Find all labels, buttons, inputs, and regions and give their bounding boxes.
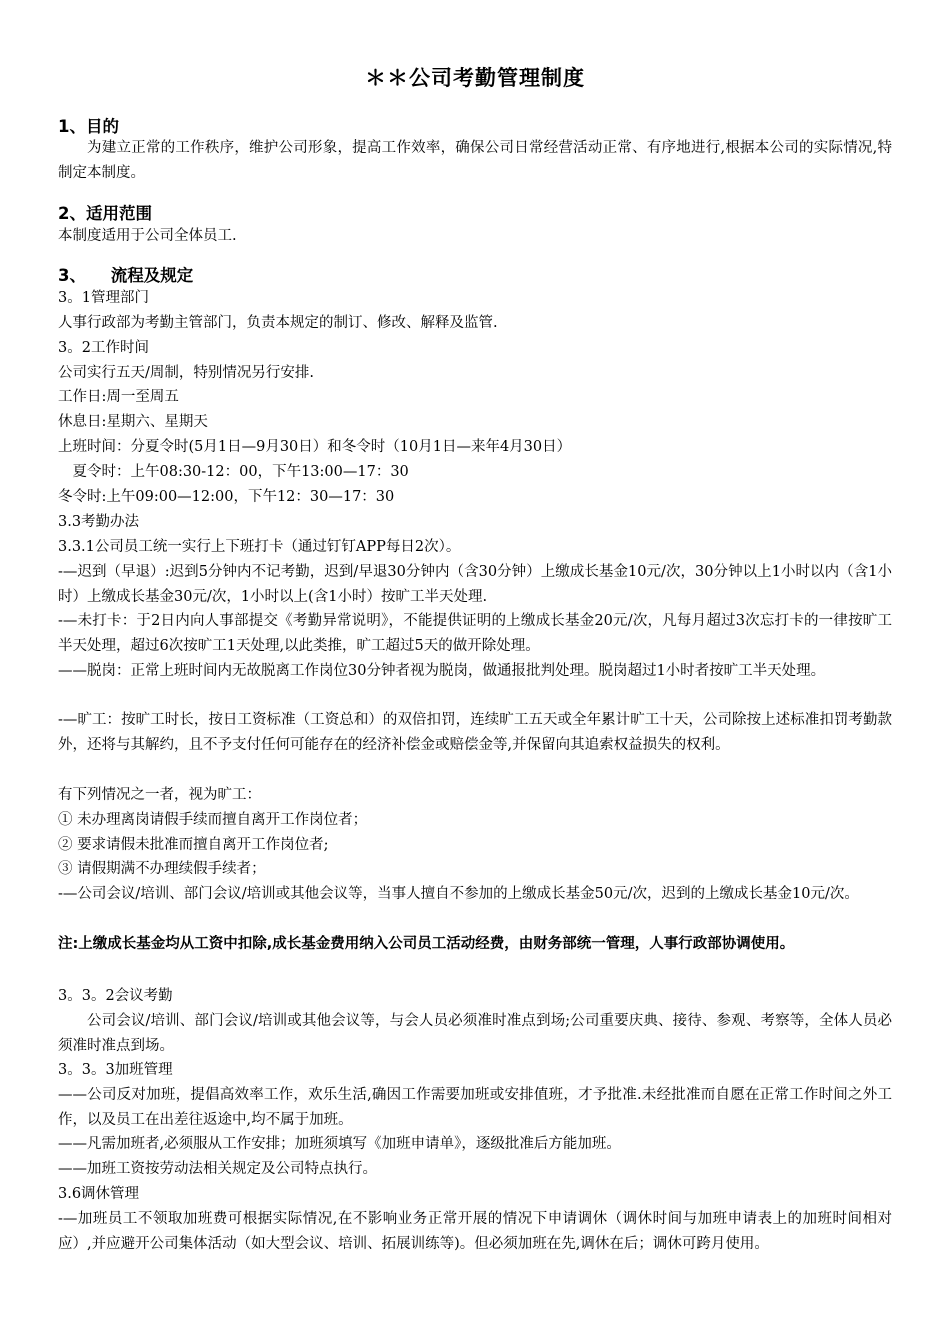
overtime-rule-3: ——加班工资按劳动法相关规定及公司特点执行。 [58,1161,377,1177]
sub-3-3-1-line: 3.3.1公司员工统一实行上下班打卡（通过钉钉APP每日2次）。 [58,539,461,555]
meeting-fine-rule: -—公司会议/培训、部门会议/培训或其他会议等，当事人擅自不参加的上缴成长基金50元/次，迟到的上缴成长基金10元/次。 [58,886,859,902]
sub-3-1-body: 人事行政部为考勤主管部门，负责本规定的制订、修改、解释及监管. [58,315,498,331]
late-rule: -—迟到（早退）:迟到5分钟内不记考勤，迟到/早退30分钟内（含30分钟）上缴成长基金10元/次，30分钟以上1小时以内（含1小时）上缴成长基金30元/次，1小时以上(含1小时）按旷工半天处理. [58,564,892,605]
growth-fund-note: 注:上缴成长基金均从工资中扣除,成长基金费用纳入公司员工活动经费，由财务部统一管理，人事行政部协调使用。 [58,936,795,952]
sub-3-2-title: 3。2工作时间 [58,340,149,356]
workday-line: 工作日:周一至周五 [58,389,179,405]
sub-3-6-title: 3.6调休管理 [58,1186,140,1202]
absenteeism-rule: -—旷工：按旷工时长，按日工资标准（工资总和）的双倍扣罚，连续旷工五天或全年累计旷工十天，公司除按上述标准扣罚考勤款外，还将与其解约，且不予支付任何可能存在的经济补偿金或赔偿金等,并保留向其追索权益损失的权利。 [58,712,892,753]
sub-3-1-title: 3。1管理部门 [58,290,149,306]
sub-3-3-2-title: 3。3。2会议考勤 [58,988,173,1004]
sub-3-3-title: 3.3考勤办法 [58,514,140,530]
no-punch-rule: -—未打卡：于2日内向人事部提交《考勤异常说明》，不能提供证明的上缴成长基金20元/次，凡每月超过3次忘打卡的一律按旷工半天处理，超过6次按旷工1天处理,以此类推，旷工超过5天的做开除处理。 [58,613,892,654]
section-2-body: 本制度适用于公司全体员工. [58,228,237,244]
leave-post-rule: ——脱岗：正常上班时间内无故脱离工作岗位30分钟者视为脱岗，做通报批判处理。脱岗超过1小时者按旷工半天处理。 [58,663,826,679]
section-3-heading: 3、 流程及规定 [58,266,194,285]
overtime-rule-1: ——公司反对加班，提倡高效率工作，欢乐生活,确因工作需要加班或安排值班，才予批准.未经批准而自愿在正常工作时间之外工作，以及员工在出差往返途中,均不属于加班。 [58,1087,892,1128]
absenteeism-item-2: ② 要求请假未批准而擅自离开工作岗位者; [58,837,329,853]
sub-3-3-3-title: 3。3。3加班管理 [58,1062,173,1078]
section-1-heading: 1、目的 [58,117,119,136]
document-title: ＊＊公司考勤管理制度 [365,66,585,90]
summer-hours-line: 夏令时：上午08:30-12：00，下午13:00—17：30 [58,464,409,480]
work-week-line: 公司实行五天/周制，特别情况另行安排. [58,365,314,381]
section-1-body: 为建立正常的工作秩序，维护公司形象，提高工作效率，确保公司日常经营活动正常、有序地进行,根据本公司的实际情况,特制定本制度。 [58,140,892,181]
winter-hours-line: 冬令时:上午09:00—12:00，下午12：30—17：30 [58,489,395,505]
absenteeism-intro: 有下列情况之一者，视为旷工： [58,787,261,803]
section-2-heading: 2、适用范围 [58,204,152,223]
absenteeism-item-1: ① 未办理离岗请假手续而擅自离开工作岗位者； [58,812,368,828]
sub-3-6-body: -—加班员工不领取加班费可根据实际情况,在不影响业务正常开展的情况下申请调休（调休时间与加班申请表上的加班时间相对应）,并应避开公司集体活动（如大型会议、培训、拓展训练等)。但必须加班在先,调休在后；调休可跨月使用。 [58,1211,892,1252]
absenteeism-item-3: ③ 请假期满不办理续假手续者； [58,861,266,877]
working-hours-line: 上班时间：分夏令时(5月1日—9月30日）和冬令时（10月1日—来年4月30日） [58,439,572,455]
sub-3-3-2-body: 公司会议/培训、部门会议/培训或其他会议等，与会人员必须准时准点到场;公司重要庆典、接待、参观、考察等，全体人员必须准时准点到场。 [58,1013,892,1054]
restday-line: 休息日:星期六、星期天 [58,414,208,430]
overtime-rule-2: ——凡需加班者,必须服从工作安排；加班须填写《加班申请单》，逐级批准后方能加班。 [58,1136,621,1152]
